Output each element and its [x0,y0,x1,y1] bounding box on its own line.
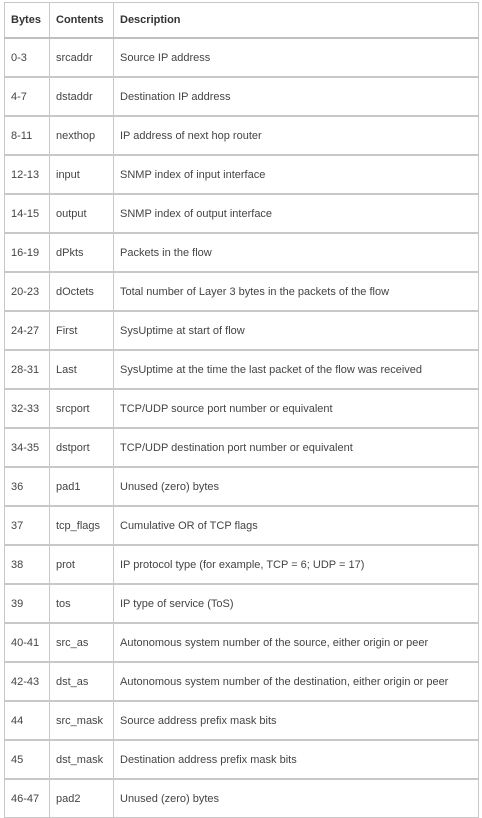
cell-bytes: 45 [5,740,50,779]
cell-bytes: 20-23 [5,272,50,311]
table-row [5,194,479,233]
cell-contents: dst_as [50,662,114,701]
cell-bytes: 24-27 [5,311,50,350]
cell-description: Destination IP address [114,77,479,116]
cell-description: SysUptime at start of flow [114,311,479,350]
table-row [5,545,479,584]
cell-contents: First [50,311,114,350]
table-header-row [5,3,479,39]
table-row [5,350,479,389]
cell-contents: dst_mask [50,740,114,779]
cell-description: TCP/UDP destination port number or equivalent [114,428,479,467]
header-contents: Contents [50,3,114,39]
cell-description: Total number of Layer 3 bytes in the packets of the flow [114,272,479,311]
table-row [5,779,479,818]
cell-description: SNMP index of output interface [114,194,479,233]
cell-description: Cumulative OR of TCP flags [114,506,479,545]
table-row [5,389,479,428]
cell-description: SysUptime at the time the last packet of the flow was received [114,350,479,389]
cell-contents: pad2 [50,779,114,818]
cell-contents: srcport [50,389,114,428]
table-row [5,701,479,740]
cell-contents: tcp_flags [50,506,114,545]
cell-bytes: 37 [5,506,50,545]
cell-bytes: 16-19 [5,233,50,272]
table-row [5,272,479,311]
netflow-record-table [4,2,479,818]
cell-bytes: 34-35 [5,428,50,467]
cell-description: IP address of next hop router [114,116,479,155]
table-row [5,155,479,194]
table-row [5,38,479,77]
cell-bytes: 28-31 [5,350,50,389]
cell-description: Destination address prefix mask bits [114,740,479,779]
cell-bytes: 14-15 [5,194,50,233]
cell-contents: dstaddr [50,77,114,116]
cell-bytes: 44 [5,701,50,740]
table-row [5,311,479,350]
cell-contents: dstport [50,428,114,467]
table-row [5,623,479,662]
cell-description: IP type of service (ToS) [114,584,479,623]
cell-bytes: 36 [5,467,50,506]
cell-contents: output [50,194,114,233]
cell-description: IP protocol type (for example, TCP = 6; UDP = 17) [114,545,479,584]
cell-bytes: 32-33 [5,389,50,428]
cell-bytes: 40-41 [5,623,50,662]
cell-bytes: 46-47 [5,779,50,818]
table-row [5,740,479,779]
cell-bytes: 4-7 [5,77,50,116]
cell-description: TCP/UDP source port number or equivalent [114,389,479,428]
table-row [5,506,479,545]
cell-contents: Last [50,350,114,389]
table-row [5,116,479,155]
header-bytes: Bytes [5,3,50,39]
cell-contents: srcaddr [50,38,114,77]
table-row [5,233,479,272]
table-row [5,428,479,467]
cell-description: Source address prefix mask bits [114,701,479,740]
header-description: Description [114,3,479,39]
cell-bytes: 12-13 [5,155,50,194]
cell-description: Source IP address [114,38,479,77]
cell-contents: pad1 [50,467,114,506]
table-row [5,584,479,623]
cell-contents: dPkts [50,233,114,272]
cell-contents: src_mask [50,701,114,740]
cell-bytes: 0-3 [5,38,50,77]
cell-contents: prot [50,545,114,584]
cell-description: Autonomous system number of the source, either origin or peer [114,623,479,662]
table-body [5,38,479,818]
cell-bytes: 42-43 [5,662,50,701]
cell-description: Autonomous system number of the destination, either origin or peer [114,662,479,701]
cell-contents: src_as [50,623,114,662]
cell-contents: input [50,155,114,194]
table-row [5,77,479,116]
cell-description: Unused (zero) bytes [114,467,479,506]
cell-contents: nexthop [50,116,114,155]
table-row [5,467,479,506]
cell-description: Unused (zero) bytes [114,779,479,818]
cell-description: Packets in the flow [114,233,479,272]
cell-bytes: 39 [5,584,50,623]
cell-bytes: 38 [5,545,50,584]
cell-contents: tos [50,584,114,623]
cell-description: SNMP index of input interface [114,155,479,194]
table-row [5,662,479,701]
cell-contents: dOctets [50,272,114,311]
cell-bytes: 8-11 [5,116,50,155]
